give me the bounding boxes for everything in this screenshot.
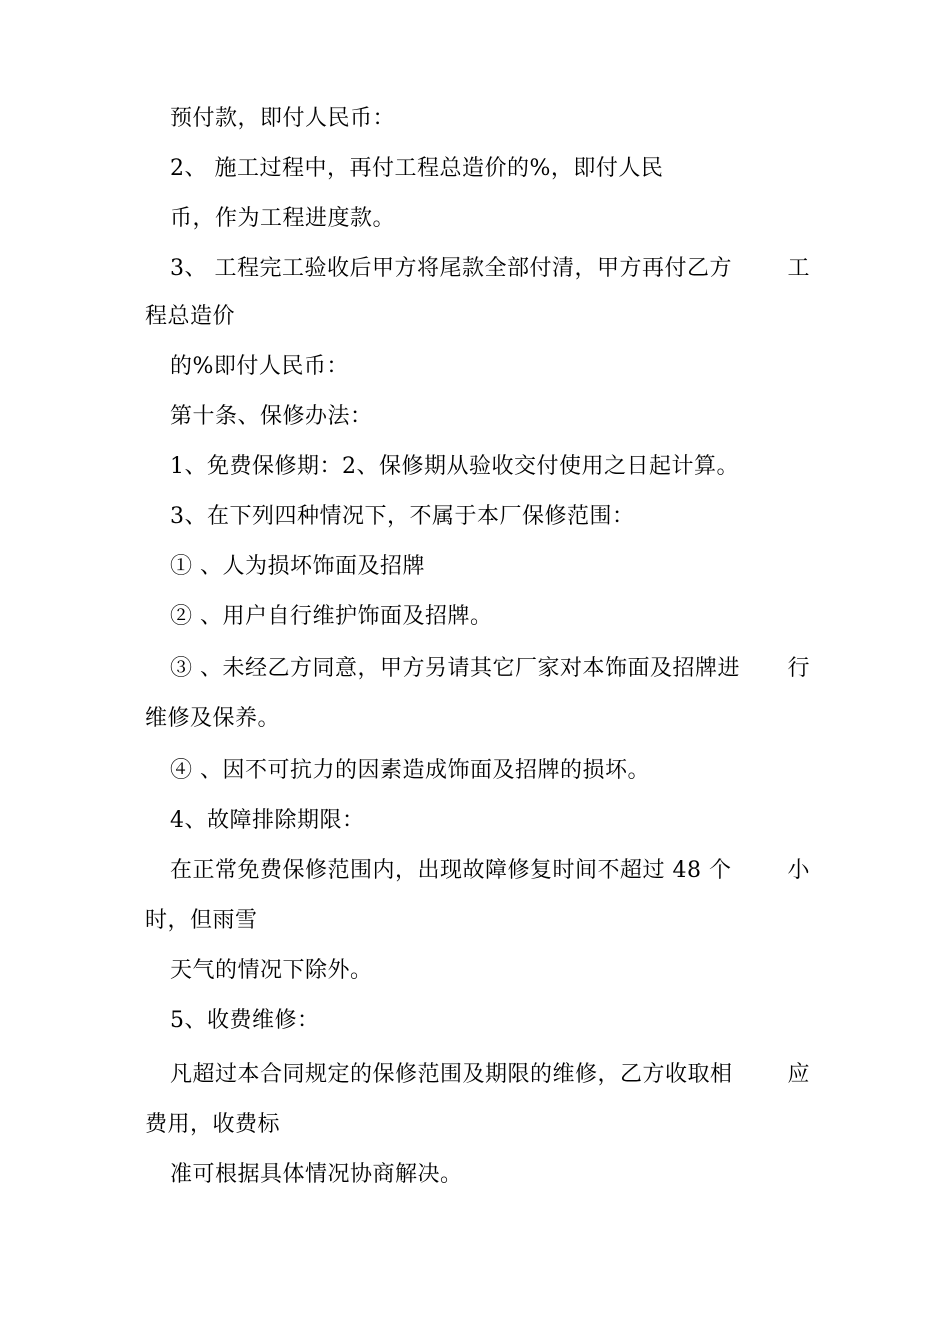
text-line: 维修及保养。 — [145, 706, 281, 731]
text-segment: 行 — [787, 656, 810, 681]
list-item: ④ 、因不可抗力的因素造成饰面及招牌的损坏。 — [170, 758, 650, 783]
text-line-justified — [170, 1060, 810, 1090]
text-segment: ③ 、未经乙方同意，甲方另请其它厂家对本饰面及招牌进 — [170, 656, 740, 681]
text-line: 1、免费保修期：2、保修期从验收交付使用之日起计算。 — [170, 454, 739, 479]
text-segment: 3、 工程完工验收后甲方将尾款全部付清，甲方再付乙方 — [170, 256, 732, 281]
text-line: 2、 施工过程中，再付工程总造价的%，即付人民 — [170, 156, 664, 181]
text-line-justified — [170, 654, 810, 684]
text-line: 天气的情况下除外。 — [170, 958, 373, 983]
text-line: 费用，收费标 — [145, 1112, 281, 1137]
list-item: ② 、用户自行维护饰面及招牌。 — [170, 604, 493, 629]
list-item: ① 、人为损坏饰面及招牌 — [170, 554, 425, 579]
text-line: 准可根据具体情况协商解决。 — [170, 1162, 463, 1187]
text-line: 时，但雨雪 — [145, 908, 258, 933]
text-segment: 在正常免费保修范围内，出现故障修复时间不超过 48 个 — [170, 858, 732, 883]
text-line-justified — [170, 856, 810, 886]
text-segment: 应 — [787, 1062, 810, 1087]
text-line-justified — [170, 254, 810, 284]
section-heading: 第十条、保修办法： — [170, 404, 373, 429]
text-line: 4、故障排除期限： — [170, 808, 365, 833]
text-line: 币，作为工程进度款。 — [170, 206, 396, 231]
text-line: 预付款，即付人民币： — [170, 106, 396, 131]
text-line: 3、在下列四种情况下，不属于本厂保修范围： — [170, 504, 635, 529]
text-line: 的%即付人民币： — [170, 354, 349, 379]
text-segment: 凡超过本合同规定的保修范围及期限的维修，乙方收取相 — [170, 1062, 733, 1087]
text-line: 5、收费维修： — [170, 1008, 320, 1033]
text-line: 程总造价 — [145, 304, 236, 329]
text-segment: 小 — [787, 858, 810, 883]
text-segment: 工 — [787, 256, 810, 281]
